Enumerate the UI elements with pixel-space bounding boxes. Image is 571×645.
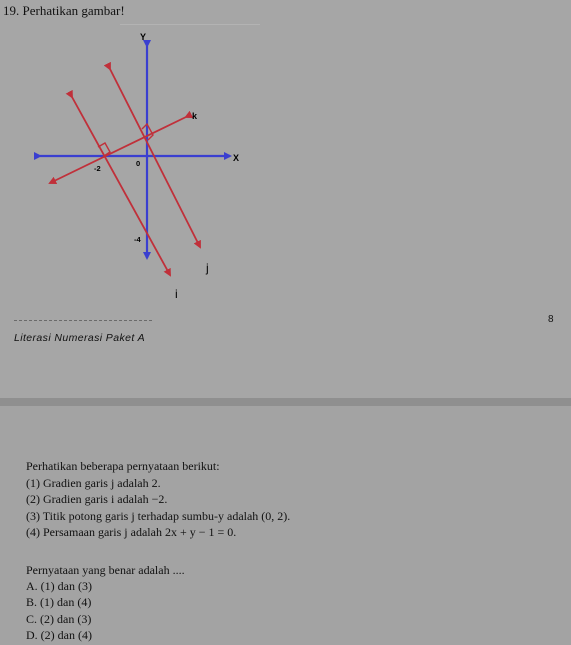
- answer-option-a[interactable]: A. (1) dan (3): [26, 579, 92, 594]
- line-j-label: j: [206, 261, 209, 275]
- line-j: [110, 69, 200, 247]
- question-prompt: Pernyataan yang benar adalah ....: [26, 563, 185, 577]
- y-axis-label: Y: [140, 32, 147, 42]
- statements-block: [26, 458, 290, 541]
- statement-item: (3) Titik potong garis j terhadap sumbu-y adalah (0, 2).: [26, 508, 291, 523]
- title-rule: [120, 24, 260, 25]
- question-title: 19. Perhatikan gambar!: [3, 3, 125, 18]
- x-axis-label: X: [233, 153, 240, 163]
- page-separator: [0, 398, 571, 406]
- line-i-label: i: [175, 287, 178, 301]
- answer-option-c[interactable]: C. (2) dan (3): [26, 611, 92, 626]
- line-k-label: k: [192, 111, 198, 121]
- tick-label-y: -4: [134, 235, 141, 244]
- answer-option-d[interactable]: D. (2) dan (4): [26, 627, 92, 642]
- footer-rule: [14, 320, 152, 321]
- statement-item: (4) Persamaan garis j adalah 2x + y − 1 = 0.: [26, 525, 237, 540]
- coordinate-figure: [20, 26, 260, 308]
- line-i: [72, 97, 170, 275]
- page-number: 8: [548, 314, 554, 325]
- source-label: Literasi Numerasi Paket A: [14, 332, 145, 344]
- question-block: [26, 562, 185, 643]
- statement-item: (2) Gradien garis i adalah −2.: [26, 492, 168, 507]
- line-k: [50, 117, 186, 183]
- tick-label-x: -2: [94, 164, 101, 173]
- answer-option-b[interactable]: B. (1) dan (4): [26, 595, 92, 610]
- statements-intro: Perhatikan beberapa pernyataan berikut:: [26, 459, 220, 473]
- figure-svg: [20, 26, 260, 308]
- statement-item: (1) Gradien garis j adalah 2.: [26, 475, 161, 490]
- origin-label: 0: [136, 159, 141, 168]
